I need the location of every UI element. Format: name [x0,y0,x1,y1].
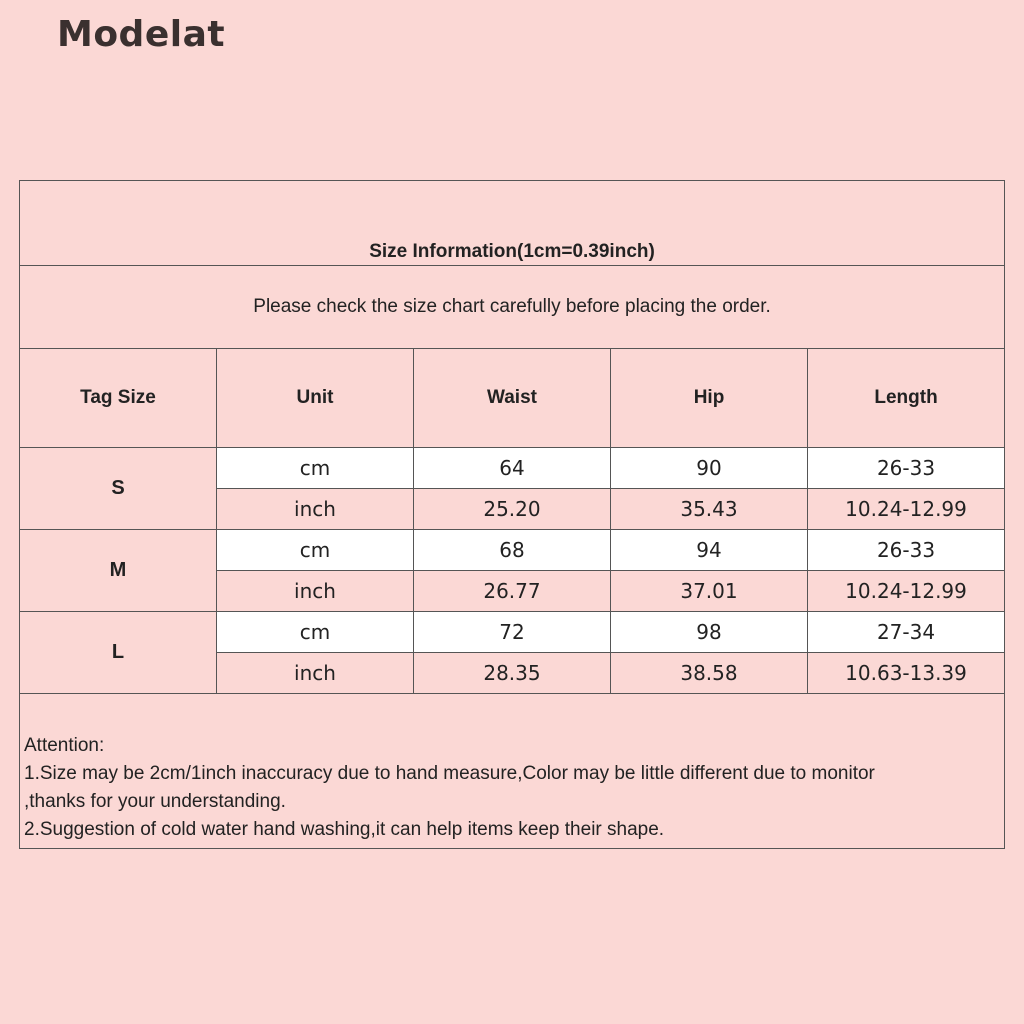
brand-logo: Modelat [57,14,226,55]
header-waist: Waist [414,349,611,448]
tag-size-cell: S [20,448,217,530]
length-cell: 10.24-12.99 [808,571,1005,612]
waist-cell: 68 [414,530,611,571]
header-length: Length [808,349,1005,448]
length-cell: 10.63-13.39 [808,653,1005,694]
table-header-row [20,349,1005,448]
table-row [20,448,1005,489]
length-cell: 26-33 [808,530,1005,571]
unit-cell: inch [217,489,414,530]
length-cell: 26-33 [808,448,1005,489]
attention-line-2: 2.Suggestion of cold water hand washing,it can help items keep their shape. [24,819,665,840]
length-cell: 10.24-12.99 [808,489,1005,530]
table-row [20,530,1005,571]
table-title: Size Information(1cm=0.39inch) [20,181,1005,266]
tag-size-cell: M [20,530,217,612]
length-cell: 27-34 [808,612,1005,653]
header-tag-size: Tag Size [20,349,217,448]
unit-cell: cm [217,448,414,489]
unit-cell: inch [217,571,414,612]
waist-cell: 28.35 [414,653,611,694]
unit-cell: cm [217,612,414,653]
attention-row [20,694,1005,849]
header-unit: Unit [217,349,414,448]
table-notice-row [20,266,1005,349]
hip-cell: 98 [611,612,808,653]
table-notice: Please check the size chart carefully before placing the order. [20,266,1005,349]
attention-heading: Attention: [24,735,105,756]
unit-cell: inch [217,653,414,694]
hip-cell: 35.43 [611,489,808,530]
hip-cell: 38.58 [611,653,808,694]
table-title-row [20,181,1005,266]
hip-cell: 37.01 [611,571,808,612]
unit-cell: cm [217,530,414,571]
hip-cell: 94 [611,530,808,571]
waist-cell: 64 [414,448,611,489]
waist-cell: 72 [414,612,611,653]
table-row [20,612,1005,653]
size-chart-table [19,180,1005,849]
attention-line-1: 1.Size may be 2cm/1inch inaccuracy due to hand measure,Color may be little different due to monitor [24,763,875,784]
attention-line-1-continued: ,thanks for your understanding. [24,791,286,812]
waist-cell: 25.20 [414,489,611,530]
attention-notes [20,694,1005,849]
hip-cell: 90 [611,448,808,489]
waist-cell: 26.77 [414,571,611,612]
tag-size-cell: L [20,612,217,694]
header-hip: Hip [611,349,808,448]
